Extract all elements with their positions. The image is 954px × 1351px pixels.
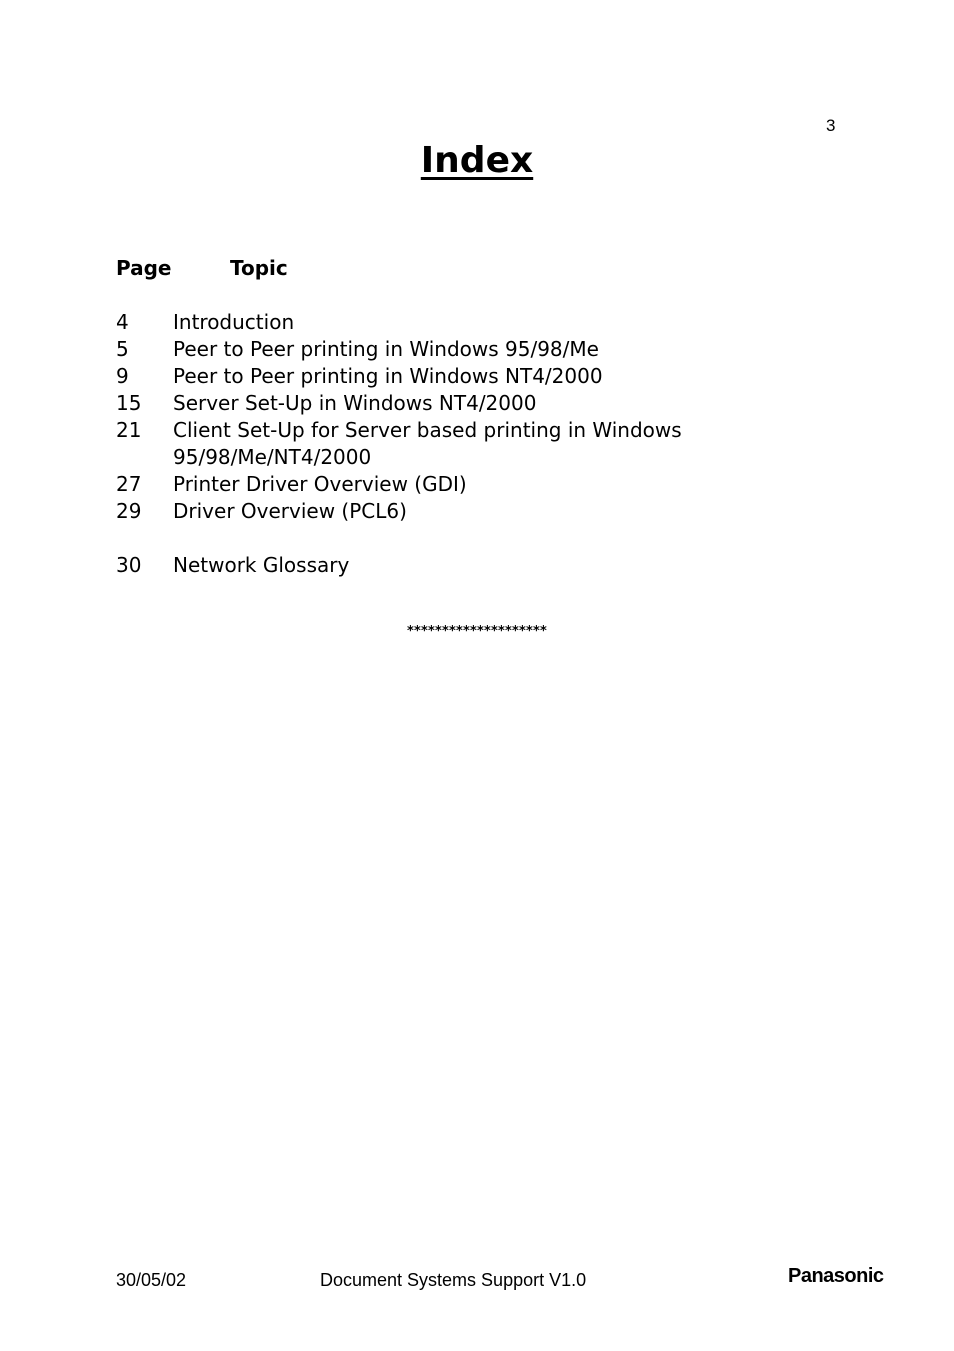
index-entry	[116, 309, 816, 336]
page-number: 3	[826, 116, 836, 135]
index-entry	[116, 471, 816, 498]
entry-page-number: 21	[116, 418, 142, 442]
entry-topic: Driver Overview (PCL6)	[173, 499, 407, 523]
separator-stars: ********************	[407, 624, 547, 639]
page-column-header: Page	[116, 256, 172, 280]
index-entry	[116, 417, 816, 471]
entry-page-number: 27	[116, 472, 142, 496]
entry-page-number: 9	[116, 364, 129, 388]
index-entry	[116, 363, 816, 390]
topic-column-header: Topic	[230, 256, 288, 280]
entry-topic: Introduction	[173, 310, 295, 334]
index-list	[116, 309, 816, 579]
entry-page-number: 4	[116, 310, 129, 334]
entry-page-number: 29	[116, 499, 142, 523]
entry-topic: Network Glossary	[173, 553, 350, 577]
entry-topic: Peer to Peer printing in Windows 95/98/Me	[173, 337, 599, 361]
page-title: Index	[420, 140, 534, 181]
footer-document-title: Document Systems Support V1.0	[320, 1270, 587, 1290]
index-entry	[116, 498, 816, 525]
entry-topic: Client Set-Up for Server based printing in Windows 95/98/Me/NT4/2000	[173, 418, 682, 469]
footer-date: 30/05/02	[116, 1270, 187, 1290]
entry-page-number: 30	[116, 553, 142, 577]
entry-topic: Server Set-Up in Windows NT4/2000	[173, 391, 537, 415]
index-entry	[116, 552, 816, 579]
index-entry	[116, 390, 816, 417]
panasonic-logo: Panasonic	[788, 1265, 884, 1287]
index-entry	[116, 336, 816, 363]
entry-page-number: 15	[116, 391, 142, 415]
entry-page-number: 5	[116, 337, 129, 361]
entry-topic: Printer Driver Overview (GDI)	[173, 472, 467, 496]
entry-topic: Peer to Peer printing in Windows NT4/2000	[173, 364, 603, 388]
